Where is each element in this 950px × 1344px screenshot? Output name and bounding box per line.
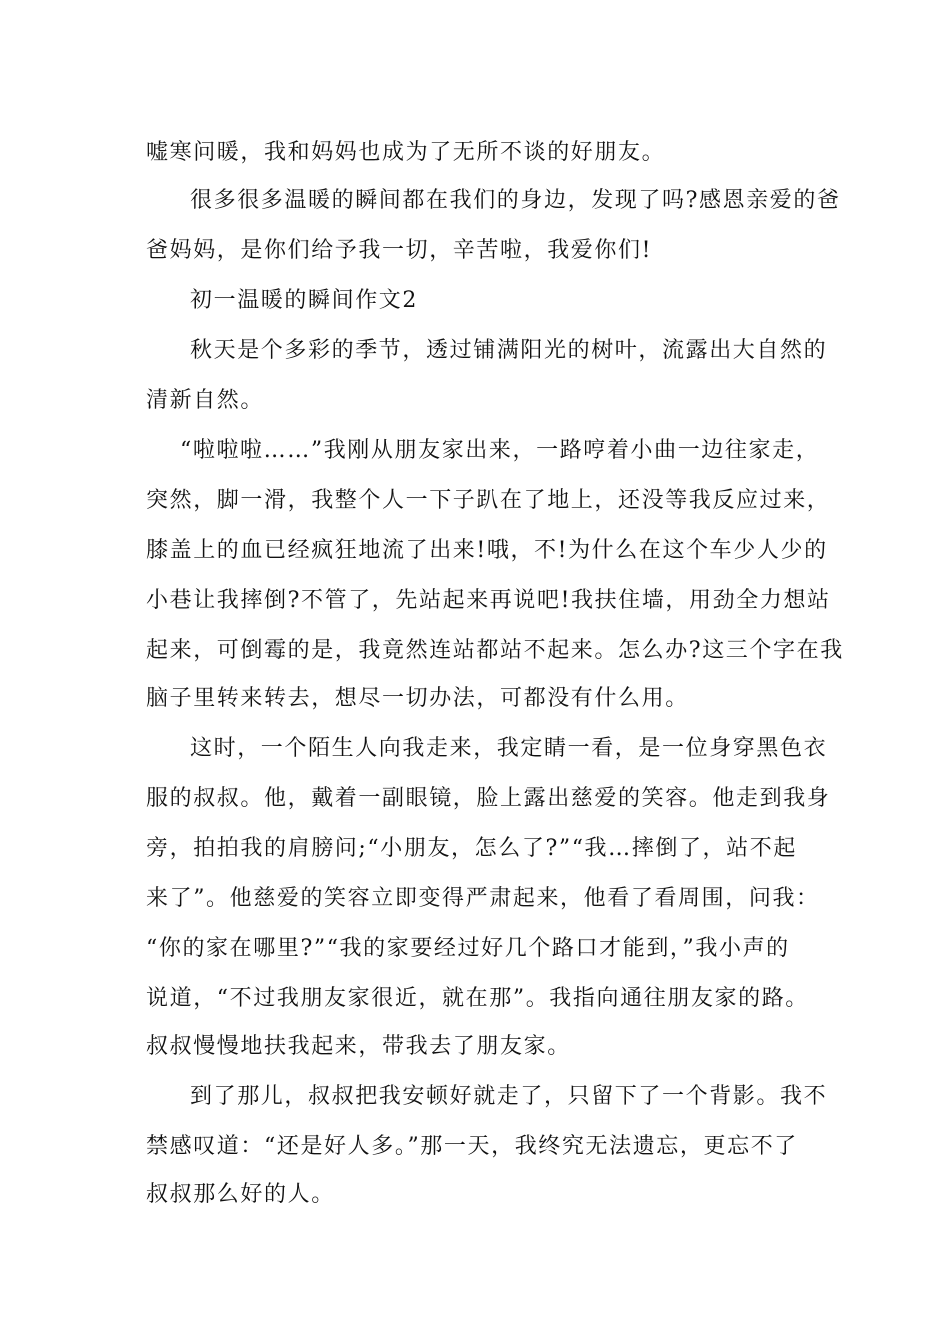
text-line: 小巷让我摔倒?不管了，先站起来再说吧!我扶住墙，用劲全力想站 <box>146 588 831 613</box>
text-line: 突然，脚一滑，我整个人一下子趴在了地上，还没等我反应过来， <box>146 488 831 513</box>
text-line: 嘘寒问暖，我和妈妈也成为了无所不谈的好朋友。 <box>146 140 666 165</box>
text-line: 到了那儿，叔叔把我安顿好就走了，只留下了一个背影。我不 <box>190 1084 828 1109</box>
text-line: “你的家在哪里?”“我的家要经过好几个路口才能到，”我小声的 <box>146 936 790 961</box>
text-line: 很多很多温暖的瞬间都在我们的身边，发现了吗?感恩亲爱的爸 <box>190 188 841 213</box>
text-line: “啦啦啦……”我刚从朋友家出来，一路哼着小曲一边往家走， <box>180 438 820 463</box>
text-line: 禁感叹道：“还是好人多。”那一天，我终究无法遗忘，更忘不了 <box>146 1134 798 1159</box>
text-line: 叔叔那么好的人。 <box>146 1182 335 1207</box>
text-line: 膝盖上的血已经疯狂地流了出来!哦，不!为什么在这个车少人少的 <box>146 538 828 563</box>
section-heading: 初一温暖的瞬间作文2 <box>190 288 418 313</box>
text-line: 叔叔慢慢地扶我起来，带我去了朋友家。 <box>146 1034 571 1059</box>
text-line: 这时，一个陌生人向我走来，我定睛一看，是一位身穿黑色衣 <box>190 736 828 761</box>
text-line: 秋天是个多彩的季节，透过铺满阳光的树叶，流露出大自然的 <box>190 338 828 363</box>
text-line: 起来，可倒霉的是，我竟然连站都站不起来。怎么办?这三个字在我 <box>146 638 844 663</box>
text-line: 来了”。他慈爱的笑容立即变得严肃起来，他看了看周围，问我： <box>146 886 820 911</box>
text-line: 说道，“不过我朋友家很近，就在那”。我指向通往朋友家的路。 <box>146 986 809 1011</box>
text-line: 脑子里转来转去，想尽一切办法，可都没有什么用。 <box>146 686 689 711</box>
text-line: 旁，拍拍我的肩膀问;“小朋友，怎么了?”“我…摔倒了，站不起 <box>146 836 797 861</box>
text-line: 服的叔叔。他，戴着一副眼镜，脸上露出慈爱的笑容。他走到我身 <box>146 786 831 811</box>
text-line: 清新自然。 <box>146 388 265 413</box>
text-line: 爸妈妈，是你们给予我一切，辛苦啦，我爱你们! <box>146 238 653 263</box>
